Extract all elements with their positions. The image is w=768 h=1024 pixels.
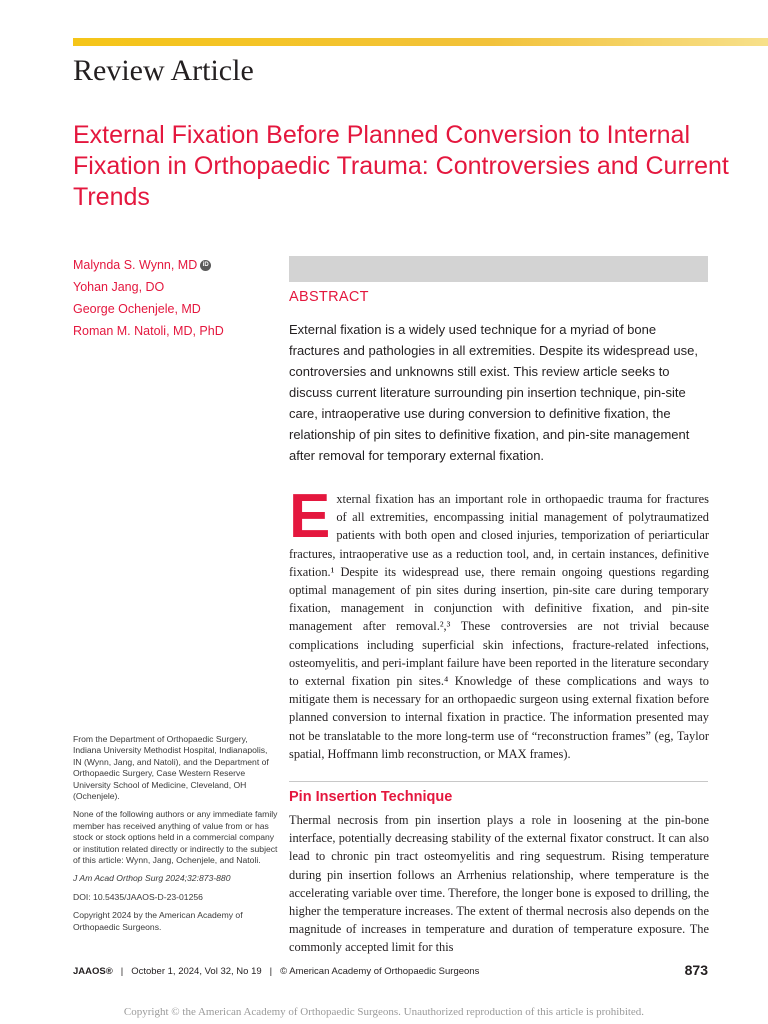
- abstract-header-band: [289, 256, 708, 282]
- section-paragraph: Thermal necrosis from pin insertion plays a role in loosening at the pin-bone interface, potentially decreasing stability of the external fixator construct. It can also lead to chronic pin tract osteomyelitis and ring sequestrum. Rising temperature during pin insertion follows an Arrhenius relationship, where temperature is the accelerating variable over time. Therefore, the longer bone is exposed to drilling, the higher the temperature increases. The extent of thermal necrosis also depends on the magnitude of increases in temperature and duration of temperature exposure. The commonly accepted limit for this: [289, 813, 709, 955]
- author-name: Yohan Jang, DO: [73, 280, 165, 294]
- footer-separator: |: [269, 966, 273, 977]
- intro-text: xternal fixation has an important role in orthopaedic trauma for fractures of all extremities, encompassing initial management of polytraumatized patients with both open and closed injuries, temporization of periarticular fractures, intraoperative use as a reduction tool, and, in certain instances, definitive fixation.¹ Despite its widespread use, there remain ongoing questions regarding optimal management of pin sites during insertion, pin-site care during temporary fixation, management in conjunction with definitive fixation, and pin-site management after removal.²,³ These controversies are not trivial because complications including superficial skin infections, fracture-related infections, osteomyelitis, and peri-implant failure have been reported in the literature secondary to external fixation pin sites.⁴ Knowledge of these complications and ways to mitigate them is necessary for an orthopaedic surgeon using external fixation before planned conversion to internal fixation in practice. The information presented may not be translatable to the more long-term use of “reconstruction frames” (eg, Taylor spatial, Hoffmann limb reconstruction, or MAX frames).: [289, 492, 709, 761]
- citation-note: J Am Acad Orthop Surg 2024;32:873-880: [73, 873, 231, 884]
- abstract-text: External fixation is a widely used technique for a myriad of bone fractures and pathologies in all extremities. Despite its widespread use, controversies and unknowns still exist. This review article seeks to discuss current literature surrounding pin insertion technique, pin-site care, intraoperative use during conversion to definitive fixation, the relationship of pin sites to definitive fixation, and pin-site management after removal for temporary external fixation.: [289, 322, 698, 463]
- article-notes: [73, 734, 278, 940]
- journal-name: JAAOS®: [73, 966, 113, 977]
- affiliation-note: From the Department of Orthopaedic Surgery, Indiana University Methodist Hospital, Indianapolis, IN (Wynn, Jang, and Natoli), and the Department of Orthopaedic Surgery, Case Western Reserve University School of Medicine, Cleveland, OH (Ochenjele).: [73, 734, 269, 802]
- author-name: Malynda S. Wynn, MD: [73, 258, 198, 272]
- issue-date: October 1, 2024, Vol 32, No 19: [131, 966, 262, 977]
- copyright-note: Copyright 2024 by the American Academy of Orthopaedic Surgeons.: [73, 910, 243, 932]
- drop-cap: E: [289, 482, 331, 551]
- author-item: [73, 298, 273, 320]
- abstract-heading: ABSTRACT: [289, 289, 369, 305]
- article-type: Review Article: [73, 54, 254, 87]
- section-heading: Pin Insertion Technique: [289, 789, 453, 805]
- article-title: External Fixation Before Planned Conversion to Internal Fixation in Orthopaedic Trauma: Controversies and Current Trends: [73, 121, 729, 211]
- footer-separator: |: [120, 966, 124, 977]
- doi-note[interactable]: DOI: 10.5435/JAAOS-D-23-01256: [73, 891, 203, 902]
- intro-paragraph: [289, 482, 709, 763]
- author-item: [73, 254, 273, 276]
- author-item: [73, 276, 273, 298]
- page-number: 873: [684, 962, 708, 978]
- publisher-notice: © American Academy of Orthopaedic Surgeons: [280, 966, 480, 977]
- page-footer: [73, 962, 708, 986]
- orcid-icon[interactable]: iD: [200, 260, 211, 271]
- section-divider: [289, 781, 708, 782]
- author-item: [73, 320, 273, 342]
- author-name: Roman M. Natoli, MD, PhD: [73, 324, 224, 338]
- header-accent-bar: [73, 38, 768, 46]
- copyright-watermark: Copyright © the American Academy of Orthopaedic Surgeons. Unauthorized reproduction of this article is prohibited.: [123, 1006, 645, 1018]
- author-name: George Ochenjele, MD: [73, 302, 201, 316]
- author-list: [73, 254, 273, 342]
- disclosure-note: None of the following authors or any immediate family member has received anything of value from or has stock or stock options held in a commercial company or institution related directly or indirectly to the subject of this article: Wynn, Jang, Ochenjele, and Natoli.: [73, 809, 278, 866]
